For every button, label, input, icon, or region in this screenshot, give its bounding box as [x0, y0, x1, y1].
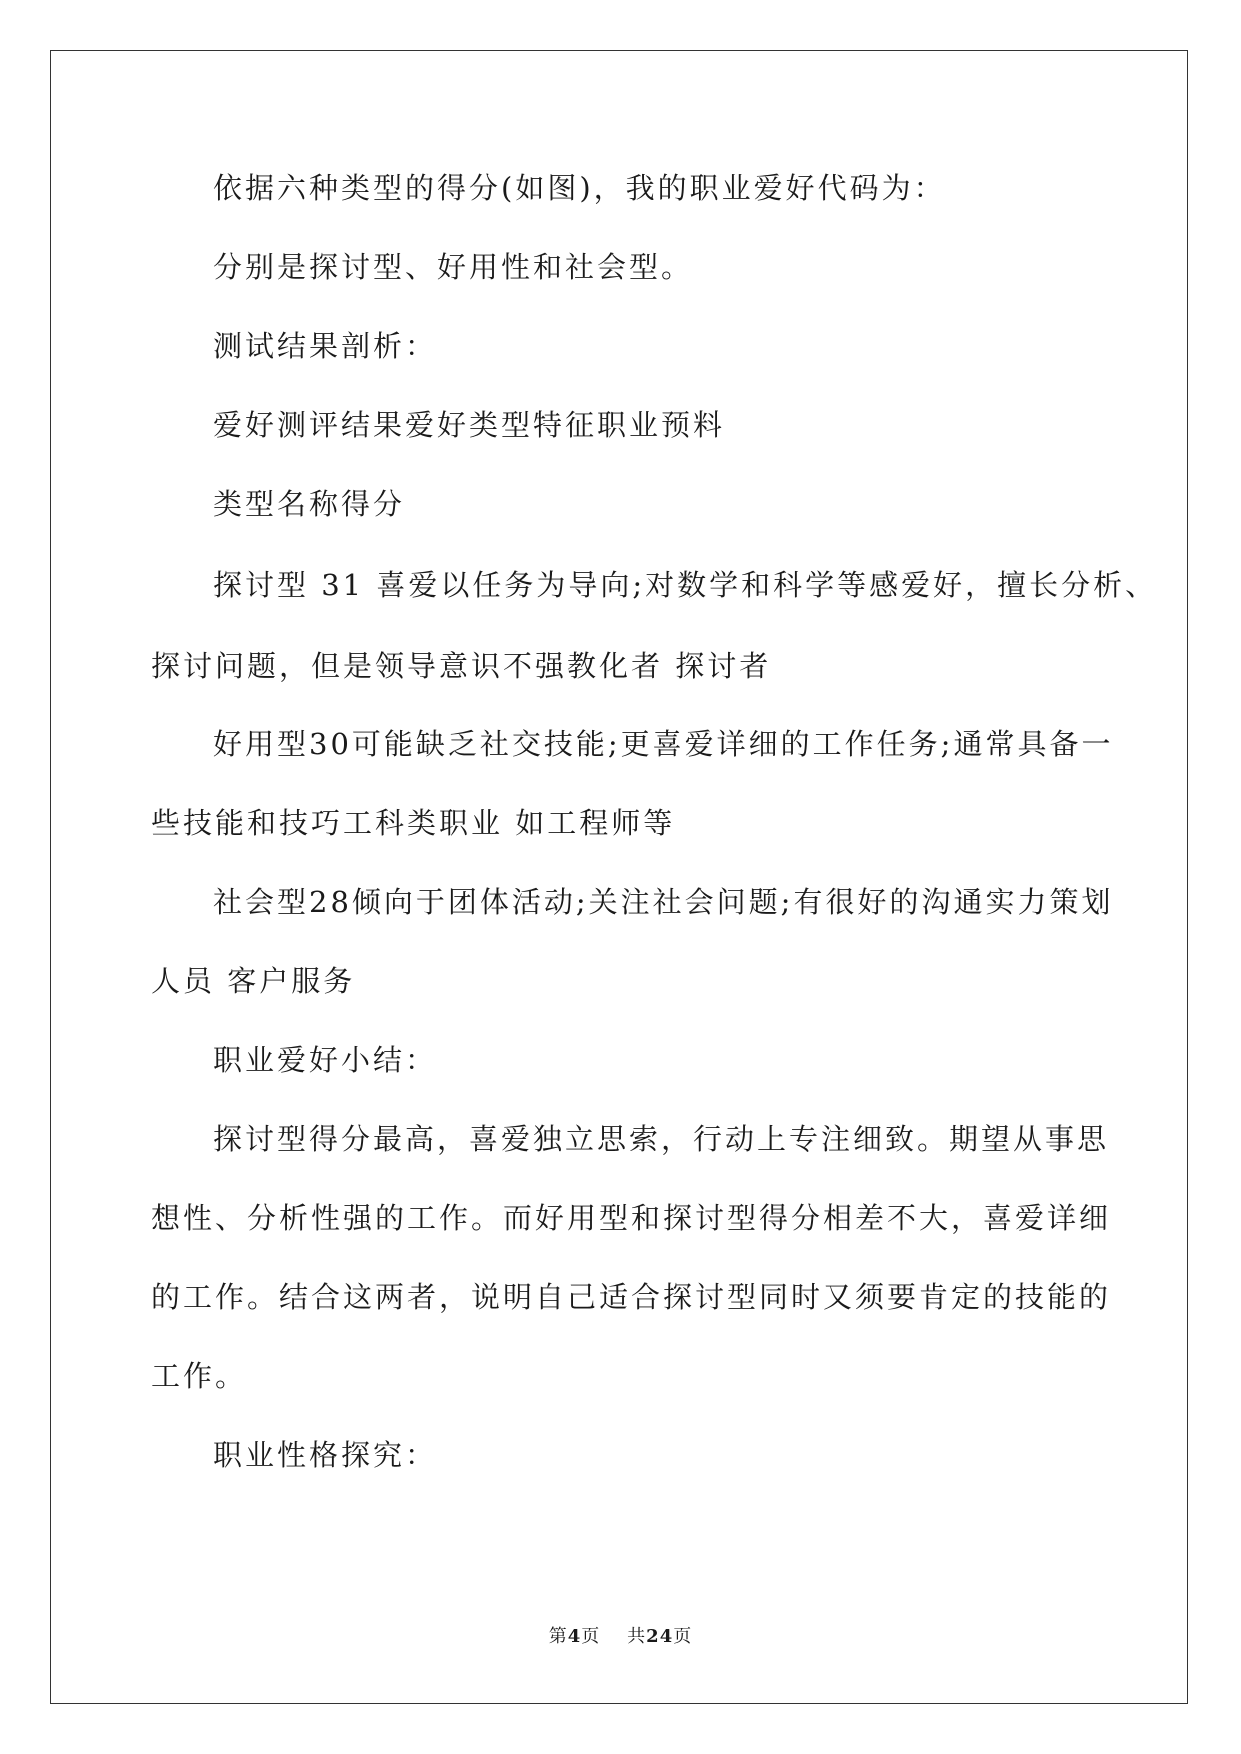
- text-line: 想性、分析性强的工作。而好用型和探讨型得分相差不大，喜爱详细: [151, 1201, 1112, 1235]
- footer-mid: 页 共: [581, 1626, 647, 1647]
- text-line: 分别是探讨型、好用性和社会型。: [213, 250, 694, 284]
- text-line: 些技能和技巧工科类职业 如工程师等: [151, 806, 676, 840]
- text-line: 职业爱好小结：: [213, 1043, 438, 1077]
- paragraph: [151, 565, 1157, 686]
- paragraph: [213, 1040, 437, 1080]
- text-line: 依据六种类型的得分(如图)，我的职业爱好代码为：: [213, 171, 946, 205]
- text-line: 的工作。结合这两者，说明自己适合探讨型同时又须要肯定的技能的: [151, 1280, 1112, 1314]
- text-line: 爱好测评结果爱好类型特征职业预料: [213, 408, 726, 442]
- paragraph: [213, 1435, 437, 1475]
- total-pages: 24: [646, 1626, 674, 1647]
- paragraph: [213, 326, 437, 366]
- text-line: 工作。: [151, 1359, 248, 1393]
- text-line: 探讨问题，但是领导意识不强教化者 探讨者: [151, 649, 772, 683]
- paragraph: [151, 724, 1113, 843]
- text-line: 探讨型得分最高，喜爱独立思索，行动上专注细致。期望从事思: [213, 1122, 1110, 1156]
- paragraph: [213, 247, 693, 287]
- text-line: 类型名称得分: [213, 487, 406, 521]
- text-line: 人员 客户服务: [151, 964, 356, 998]
- footer-suffix: 页: [673, 1626, 693, 1647]
- page-footer: [0, 1622, 1241, 1648]
- paragraph: [151, 882, 1113, 1001]
- text-line: 测试结果剖析：: [213, 329, 438, 363]
- text-line: 社会型28倾向于团体活动;关注社会问题;有很好的沟通实力策划: [213, 885, 1114, 919]
- text-line: 职业性格探究：: [213, 1438, 438, 1472]
- text-line: 好用型30可能缺乏社交技能;更喜爱详细的工作任务;通常具备一: [213, 727, 1114, 761]
- paragraph: [213, 484, 405, 524]
- paragraph: [151, 1119, 1111, 1396]
- page-number: 4: [567, 1626, 582, 1647]
- footer-prefix: 第: [548, 1626, 568, 1647]
- text-line: 探讨型 31 喜爱以任务为导向;对数学和科学等感爱好，擅长分析、: [213, 568, 1158, 602]
- paragraph: [213, 405, 725, 445]
- paragraph: [213, 168, 946, 208]
